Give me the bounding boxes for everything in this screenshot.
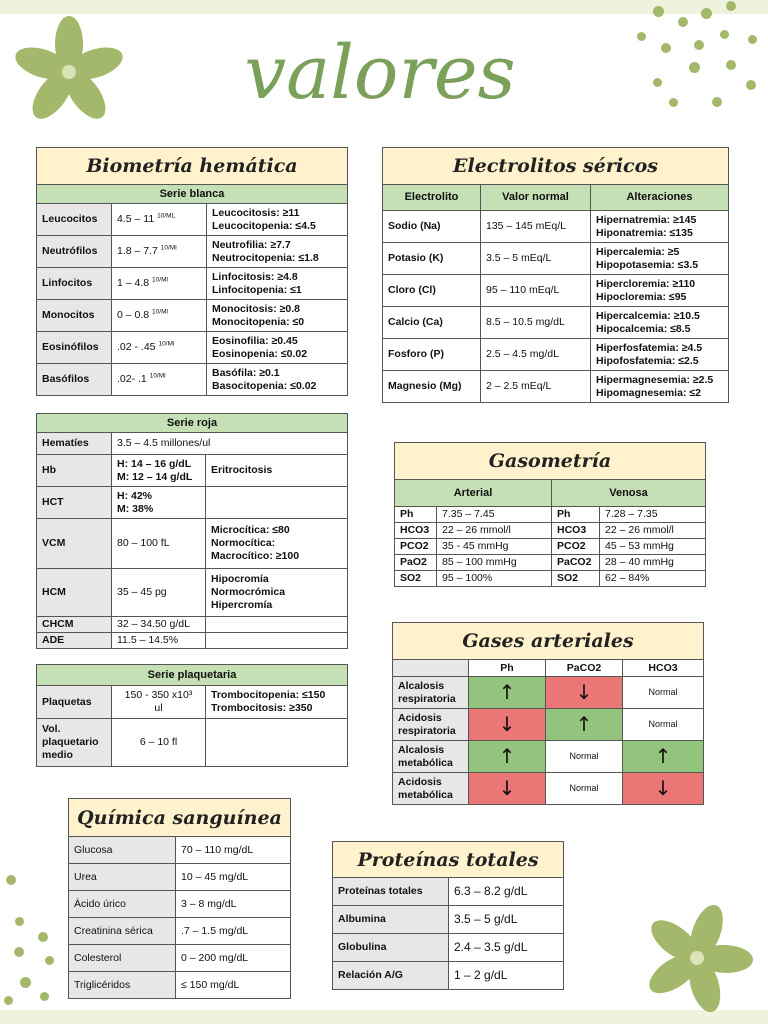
serie-roja-header: Serie roja [37, 414, 348, 433]
table-row [69, 864, 291, 891]
table-cell: 150 - 350 x10³ ul [112, 686, 206, 719]
column-header-venosa: Venosa [552, 480, 706, 507]
column-header: Ph [469, 660, 546, 677]
up-arrow-icon: ↑ [623, 741, 704, 773]
table-cell: H: 14 – 16 g/dL M: 12 – 14 g/dL [112, 455, 206, 487]
table-row-label: HCM [37, 569, 112, 617]
table-row [37, 236, 348, 268]
table-cell: 8.5 – 10.5 mg/dL [481, 307, 591, 339]
table-cell: 1 – 2 g/dL [449, 962, 564, 990]
table-cell: Hipernatremia: ≥145 Hiponatremia: ≤135 [591, 211, 729, 243]
electrolitos-title: Electrolitos séricos [382, 147, 729, 184]
table-cell: .02- .1 $^{10/Ml}$ [112, 364, 207, 396]
table-row-label: Albumina [333, 906, 449, 934]
serie-roja-table [36, 413, 348, 649]
table-row [333, 906, 564, 934]
biometria-card [36, 147, 348, 396]
table-cell: Hipercalemia: ≥5 Hipopotasemia: ≤3.5 [591, 243, 729, 275]
serie-plaquetaria-header: Serie plaquetaria [37, 665, 348, 686]
table-row-label: PCO2 [395, 539, 437, 555]
table-row-label: Hb [37, 455, 112, 487]
table-row-label: Relación A/G [333, 962, 449, 990]
table-cell: 1.8 – 7.7 $^{10/Ml}$ [112, 236, 207, 268]
column-header: Electrolito [383, 185, 481, 211]
table-row [395, 523, 706, 539]
table-row-label: Colesterol [69, 945, 176, 972]
table-row [69, 972, 291, 999]
table-cell: 6.3 – 8.2 g/dL [449, 878, 564, 906]
table-row-label: Calcio (Ca) [383, 307, 481, 339]
normal-cell: Normal [623, 677, 704, 709]
quimica-title: Química sanguínea [68, 798, 291, 836]
table-cell: ≤ 150 mg/dL [176, 972, 291, 999]
gasometria-title: Gasometría [394, 442, 706, 479]
column-header-arterial: Arterial [395, 480, 552, 507]
table-row-label: Linfocitos [37, 268, 112, 300]
table-row [37, 364, 348, 396]
serie-plaquetaria-card [36, 664, 348, 767]
table-row-label: Monocitos [37, 300, 112, 332]
table-row-label: Ph [552, 507, 600, 523]
flower-bottom-right-icon [640, 898, 755, 1018]
table-cell: 35 – 45 pg [112, 569, 206, 617]
table-row-label: Creatinina sérica [69, 918, 176, 945]
column-header: Alteraciones [591, 185, 729, 211]
gasometria-card [394, 442, 706, 587]
up-arrow-icon: ↑ [469, 677, 546, 709]
table-cell: 35 - 45 mmHg [437, 539, 552, 555]
table-cell: Basófila: ≥0.1 Basocitopenia: ≤0.02 [207, 364, 348, 396]
column-header: HCO3 [623, 660, 704, 677]
down-arrow-icon: ↓ [469, 709, 546, 741]
down-arrow-icon: ↓ [546, 677, 623, 709]
table-cell: 7.35 – 7.45 [437, 507, 552, 523]
table-cell: Microcítica: ≤80 Normocítica: Macrocítico: ≥100 [206, 519, 348, 569]
quimica-table [68, 836, 291, 999]
table-cell: 2.5 – 4.5 mg/dL [481, 339, 591, 371]
table-cell: 0 – 0.8 $^{10/Ml}$ [112, 300, 207, 332]
table-cell: .02 - .45 $^{10/Ml}$ [112, 332, 207, 364]
gases-table [392, 659, 704, 805]
electrolitos-card [382, 147, 729, 403]
table-row-label: Magnesio (Mg) [383, 371, 481, 403]
table-cell: 95 – 110 mEq/L [481, 275, 591, 307]
normal-cell: Normal [546, 741, 623, 773]
table-row [383, 339, 729, 371]
table-cell: 1 – 4.8 $^{10/Ml}$ [112, 268, 207, 300]
table-row [69, 918, 291, 945]
table-cell: 3.5 – 5 g/dL [449, 906, 564, 934]
table-row [333, 934, 564, 962]
proteinas-card [332, 841, 564, 990]
table-row-label: HCO3 [552, 523, 600, 539]
table-row-label: Globulina [333, 934, 449, 962]
table-cell [206, 617, 348, 633]
table-row [395, 555, 706, 571]
table-row-label: Potasio (K) [383, 243, 481, 275]
table-row-label: Eosinófilos [37, 332, 112, 364]
serie-roja-card [36, 413, 348, 649]
table-cell: Eosinofilia: ≥0.45 Eosinopenia: ≤0.02 [207, 332, 348, 364]
table-cell: 3 – 8 mg/dL [176, 891, 291, 918]
table-cell: 4.5 – 11 $^{10/ML}$ [112, 204, 207, 236]
table-row [37, 300, 348, 332]
table-cell: Hipermagnesemia: ≥2.5 Hipomagnesemia: ≤2 [591, 371, 729, 403]
table-cell: H: 42% M: 38% [112, 487, 206, 519]
flower-top-left-icon [12, 10, 127, 130]
table-cell: 22 – 26 mmol/l [600, 523, 706, 539]
table-cell [206, 633, 348, 649]
biometria-title: Biometría hemática [36, 147, 348, 184]
table-row-label: SO2 [395, 571, 437, 587]
normal-cell: Normal [546, 773, 623, 805]
table-cell [206, 487, 348, 519]
gases-title: Gases arteriales [392, 622, 704, 659]
up-arrow-icon: ↑ [469, 741, 546, 773]
table-row-label: PCO2 [552, 539, 600, 555]
table-row [395, 539, 706, 555]
serie-plaquetaria-table [36, 664, 348, 767]
table-row [383, 211, 729, 243]
gases-card [392, 622, 704, 805]
table-cell: 0 – 200 mg/dL [176, 945, 291, 972]
table-row-label: VCM [37, 519, 112, 569]
table-row-label: HCO3 [395, 523, 437, 539]
table-row [333, 962, 564, 990]
table-row-label: HCT [37, 487, 112, 519]
table-row [383, 371, 729, 403]
proteinas-table [332, 877, 564, 990]
table-cell: 28 – 40 mmHg [600, 555, 706, 571]
table-row-label: Ph [395, 507, 437, 523]
table-row-label: Plaquetas [37, 686, 112, 719]
table-cell: 45 – 53 mmHg [600, 539, 706, 555]
table-cell: 22 – 26 mmol/l [437, 523, 552, 539]
table-cell: 7.28 – 7.35 [600, 507, 706, 523]
table-cell: .7 – 1.5 mg/dL [176, 918, 291, 945]
table-row-label: Acidosis metabólica [393, 773, 469, 805]
table-row [333, 878, 564, 906]
table-row [69, 945, 291, 972]
table-cell: Hiperfosfatemia: ≥4.5 Hipofosfatemia: ≤2.5 [591, 339, 729, 371]
down-arrow-icon: ↓ [623, 773, 704, 805]
table-row [383, 307, 729, 339]
table-cell [206, 719, 348, 767]
quimica-card [68, 798, 291, 999]
table-row [69, 891, 291, 918]
table-row [37, 204, 348, 236]
table-row-label: Hematíes [37, 433, 112, 455]
table-cell: Hipercloremia: ≥110 Hipocloremia: ≤95 [591, 275, 729, 307]
table-cell: 70 – 110 mg/dL [176, 837, 291, 864]
table-cell: 10 – 45 mg/dL [176, 864, 291, 891]
table-cell: Monocitosis: ≥0.8 Monocitopenia: ≤0 [207, 300, 348, 332]
table-row [383, 275, 729, 307]
table-row-label: Ácido úrico [69, 891, 176, 918]
column-header: Valor normal [481, 185, 591, 211]
proteinas-title: Proteínas totales [332, 841, 564, 877]
down-arrow-icon: ↓ [469, 773, 546, 805]
table-cell: Eritrocitosis [206, 455, 348, 487]
table-cell: Linfocitosis: ≥4.8 Linfocitopenia: ≤1 [207, 268, 348, 300]
table-cell: 85 – 100 mmHg [437, 555, 552, 571]
table-row-label: Alcalosis metabólica [393, 741, 469, 773]
table-cell: 95 – 100% [437, 571, 552, 587]
table-row-label: Acidosis respiratoria [393, 709, 469, 741]
page-title: valores [244, 30, 516, 116]
table-row-label: Leucocitos [37, 204, 112, 236]
table-cell: 2.4 – 3.5 g/dL [449, 934, 564, 962]
table-cell: 2 – 2.5 mEq/L [481, 371, 591, 403]
table-cell: 80 – 100 fL [112, 519, 206, 569]
table-row [37, 268, 348, 300]
table-cell: Hipercalcemia: ≥10.5 Hipocalcemia: ≤8.5 [591, 307, 729, 339]
gasometria-table [394, 479, 706, 587]
table-row-label: PaO2 [395, 555, 437, 571]
table-row-label: Proteínas totales [333, 878, 449, 906]
serie-blanca-header: Serie blanca [37, 185, 348, 204]
table-cell: Trombocitopenia: ≤150 Trombocitosis: ≥350 [206, 686, 348, 719]
table-row-label: Glucosa [69, 837, 176, 864]
electrolitos-table [382, 184, 729, 403]
table-cell: 135 – 145 mEq/L [481, 211, 591, 243]
table-row-label: Vol. plaquetario medio [37, 719, 112, 767]
table-row [395, 507, 706, 523]
table-row [395, 571, 706, 587]
table-cell: 3.5 – 4.5 millones/ul [112, 433, 348, 455]
table-corner [393, 660, 469, 677]
column-header: PaCO2 [546, 660, 623, 677]
table-cell: 6 – 10 fl [112, 719, 206, 767]
table-cell: Leucocitosis: ≥11 Leucocitopenia: ≤4.5 [207, 204, 348, 236]
table-row-label: Urea [69, 864, 176, 891]
table-row [383, 243, 729, 275]
table-row-label: CHCM [37, 617, 112, 633]
table-row-label: Neutrófilos [37, 236, 112, 268]
table-cell: 3.5 – 5 mEq/L [481, 243, 591, 275]
table-cell: 11.5 – 14.5% [112, 633, 206, 649]
table-cell: Neutrofilia: ≥7.7 Neutrocitopenia: ≤1.8 [207, 236, 348, 268]
table-row-label: Basófilos [37, 364, 112, 396]
normal-cell: Normal [623, 709, 704, 741]
up-arrow-icon: ↑ [546, 709, 623, 741]
table-row-label: Alcalosis respiratoria [393, 677, 469, 709]
table-row [37, 332, 348, 364]
table-row-label: PaCO2 [552, 555, 600, 571]
table-row-label: Triglicéridos [69, 972, 176, 999]
table-row-label: ADE [37, 633, 112, 649]
table-cell: Hipocromía Normocrómica Hipercromía [206, 569, 348, 617]
table-row-label: Cloro (Cl) [383, 275, 481, 307]
table-row [69, 837, 291, 864]
table-row-label: SO2 [552, 571, 600, 587]
table-cell: 62 – 84% [600, 571, 706, 587]
table-row-label: Sodio (Na) [383, 211, 481, 243]
biometria-table [36, 184, 348, 396]
table-row-label: Fosforo (P) [383, 339, 481, 371]
table-cell: 32 – 34.50 g/dL [112, 617, 206, 633]
